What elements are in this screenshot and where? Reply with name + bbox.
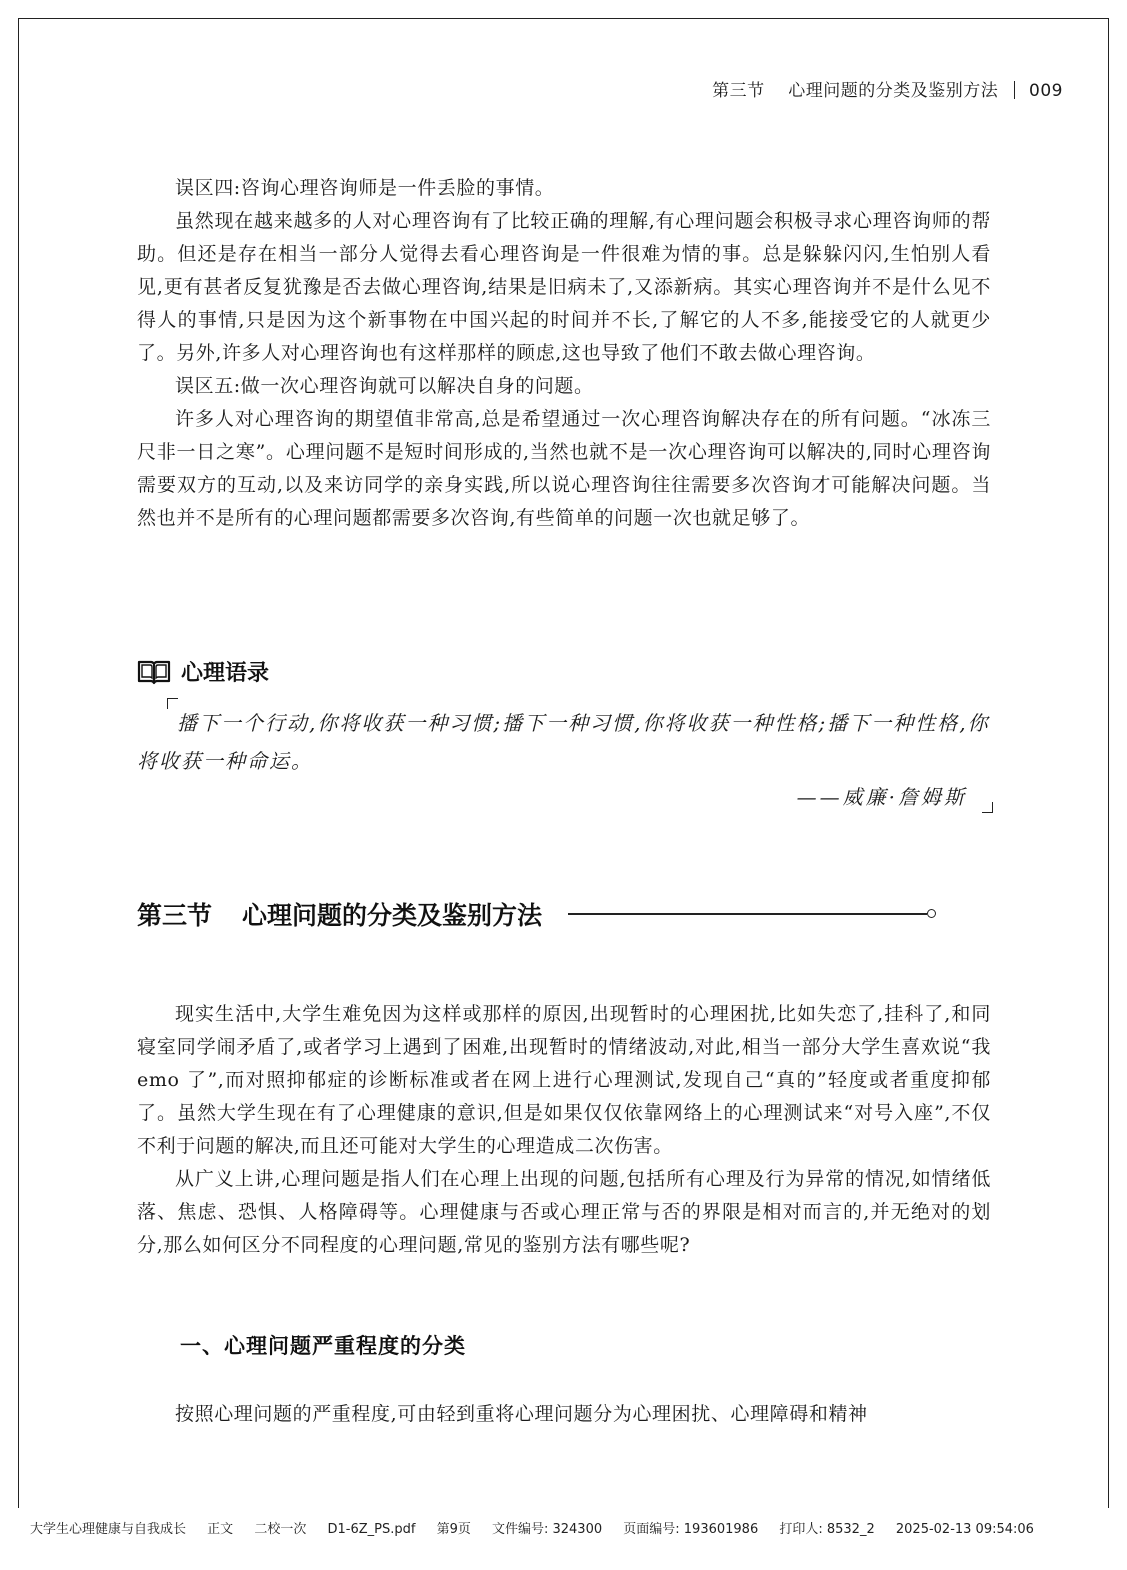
running-header (712, 76, 1063, 101)
footer-file: D1-6Z_PS.pdf (327, 1522, 416, 1537)
section-title (137, 896, 927, 932)
section-number: 第三节 (137, 901, 213, 930)
body-mid (137, 998, 991, 1262)
subheading: 一、心理问题严重程度的分类 (180, 1334, 466, 1358)
paragraph: 虽然现在越来越多的人对心理咨询有了比较正确的理解,有心理问题会积极寻求心理咨询师的帮助。但还是存在相当一部分人觉得去看心理咨询是一件很难为情的事。总是躲躲闪闪,生怕别人看见,更有甚者反复犹豫是否去做心理咨询,结果是旧病未了,又添新病。其实心理咨询并不是什么见不得人的事情,只是因为这个新事物在中国兴起的时间并不长,了解它的人不多,能接受它的人就更少了。另外,许多人对心理咨询也有这样那样的顾虑,这也导致了他们不敢去做心理咨询。 (137, 210, 991, 364)
footer-datetime: 2025-02-13 09:54:06 (895, 1522, 1034, 1537)
body-bottom (137, 1398, 991, 1431)
quote-heading-label: 心理语录 (181, 661, 270, 686)
quote-author: ——威廉·詹姆斯 (796, 785, 967, 809)
footer-book: 大学生心理健康与自我成长 (30, 1522, 187, 1537)
body-top (137, 172, 991, 535)
quote-heading (137, 656, 269, 687)
paragraph: 误区五:做一次心理咨询就可以解决自身的问题。 (175, 375, 594, 397)
header-section: 第三节 (712, 81, 765, 101)
footer-file-no: 文件编号: 324300 (491, 1522, 603, 1537)
paragraph: 从广义上讲,心理问题是指人们在心理上出现的问题,包括所有心理及行为异常的情况,如情绪低落、焦虑、恐惧、人格障碍等。心理健康与否或心理正常与否的界限是相对而言的,并无绝对的划分,那么如何区分不同程度的心理问题,常见的鉴别方法有哪些呢? (137, 1168, 991, 1256)
section-title-text: 心理问题的分类及鉴别方法 (242, 901, 543, 930)
paragraph: 误区四:咨询心理咨询师是一件丢脸的事情。 (175, 177, 555, 199)
header-divider (1014, 81, 1015, 99)
rule-end-circle (927, 909, 936, 918)
quote-block (137, 698, 993, 812)
print-footer (30, 1518, 1110, 1537)
page-number: 009 (1029, 81, 1063, 101)
footer-part: 正文 (207, 1522, 234, 1537)
paragraph: 现实生活中,大学生难免因为这样或那样的原因,出现暂时的心理困扰,比如失恋了,挂科了,和同寝室同学闹矛盾了,或者学习上遇到了困难,出现暂时的情绪波动,对此,相当一部分大学生喜欢说“我 emo 了”,而对照抑郁症的诊断标准或者在网上进行心理测试,发现自己“真的”轻度或者重度抑郁了。虽然大学生现在有了心理健康的意识,但是如果仅仅依靠网络上的心理测试来“对号入座”,不仅不利于问题的解决,而且还可能对大学生的心理造成二次伤害。 (137, 1003, 991, 1157)
quote-text: 播下一个行动,你将收获一种习惯;播下一种习惯,你将收获一种性格;播下一种性格,你将收获一种命运。 (137, 711, 990, 773)
footer-proof: 二校一次 (254, 1522, 307, 1537)
header-title: 心理问题的分类及鉴别方法 (788, 81, 999, 101)
book-icon (137, 659, 171, 685)
quote-open-mark (167, 698, 178, 709)
paragraph: 许多人对心理咨询的期望值非常高,总是希望通过一次心理咨询解决存在的所有问题。“冰冻三尺非一日之寒”。心理问题不是短时间形成的,当然也就不是一次心理咨询可以解决的,同时心理咨询需要双方的互动,以及来访同学的亲身实践,所以说心理咨询往往需要多次咨询才可能解决问题。当然也并不是所有的心理问题都需要多次咨询,有些简单的问题一次也就足够了。 (137, 408, 991, 529)
footer-page: 第9页 (436, 1522, 471, 1537)
footer-printer: 打印人: 8532_2 (779, 1522, 875, 1537)
section-title-rule (568, 913, 927, 915)
footer-page-no: 页面编号: 193601986 (623, 1522, 759, 1537)
paragraph: 按照心理问题的严重程度,可由轻到重将心理问题分为心理困扰、心理障碍和精神 (175, 1403, 868, 1425)
quote-close-mark (982, 802, 993, 813)
